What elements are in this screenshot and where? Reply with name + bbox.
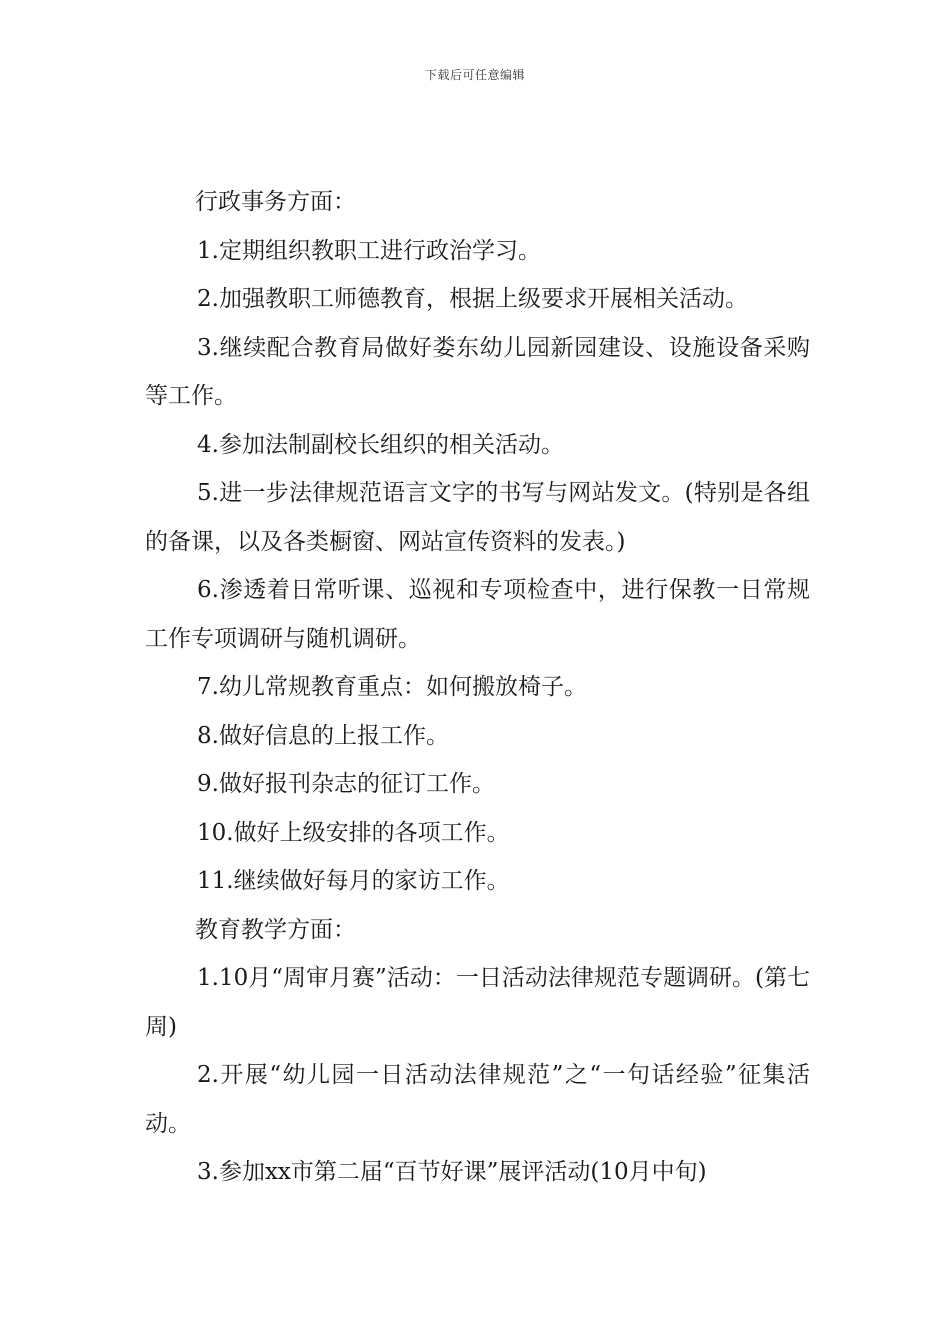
teaching-item-2: 2.开展“幼儿园一日活动法律规范”之“一句话经验”征集活动。	[145, 1062, 810, 1137]
admin-item-8: 8.做好信息的上报工作。	[197, 722, 449, 749]
admin-item-3: 3.继续配合教育局做好娄东幼儿园新园建设、设施设备采购等工作。	[145, 334, 810, 409]
teaching-item-1: 1.10月“周审月赛”活动：一日活动法律规范专题调研。(第七周)	[145, 965, 810, 1040]
admin-item-10: 10.做好上级安排的各项工作。	[197, 819, 510, 846]
document-body	[145, 178, 810, 1197]
admin-item-6: 6.渗透着日常听课、巡视和专项检查中，进行保教一日常规工作专项调研与随机调研。	[145, 577, 810, 652]
admin-item-7: 7.幼儿常规教育重点：如何搬放椅子。	[197, 674, 587, 700]
admin-item-4: 4.参加法制副校长组织的相关活动。	[197, 431, 564, 458]
page-header-note: 下载后可任意编辑	[424, 68, 525, 82]
teaching-item-3: 3.参加xx市第二届“百节好课”展评活动(10月中旬)	[197, 1159, 707, 1185]
section-heading-teaching: 教育教学方面：	[195, 916, 356, 943]
admin-item-11: 11.继续做好每月的家访工作。	[197, 868, 510, 894]
admin-item-1: 1.定期组织教职工进行政治学习。	[197, 237, 541, 264]
section-heading-admin: 行政事务方面：	[195, 189, 356, 215]
admin-item-2: 2.加强教职工师德教育，根据上级要求开展相关活动。	[197, 286, 748, 312]
admin-item-5: 5.进一步法律规范语言文字的书写与网站发文。(特别是各组的备课，以及各类橱窗、网站宣传资料的发表。)	[145, 480, 810, 555]
admin-item-9: 9.做好报刊杂志的征订工作。	[197, 771, 495, 797]
